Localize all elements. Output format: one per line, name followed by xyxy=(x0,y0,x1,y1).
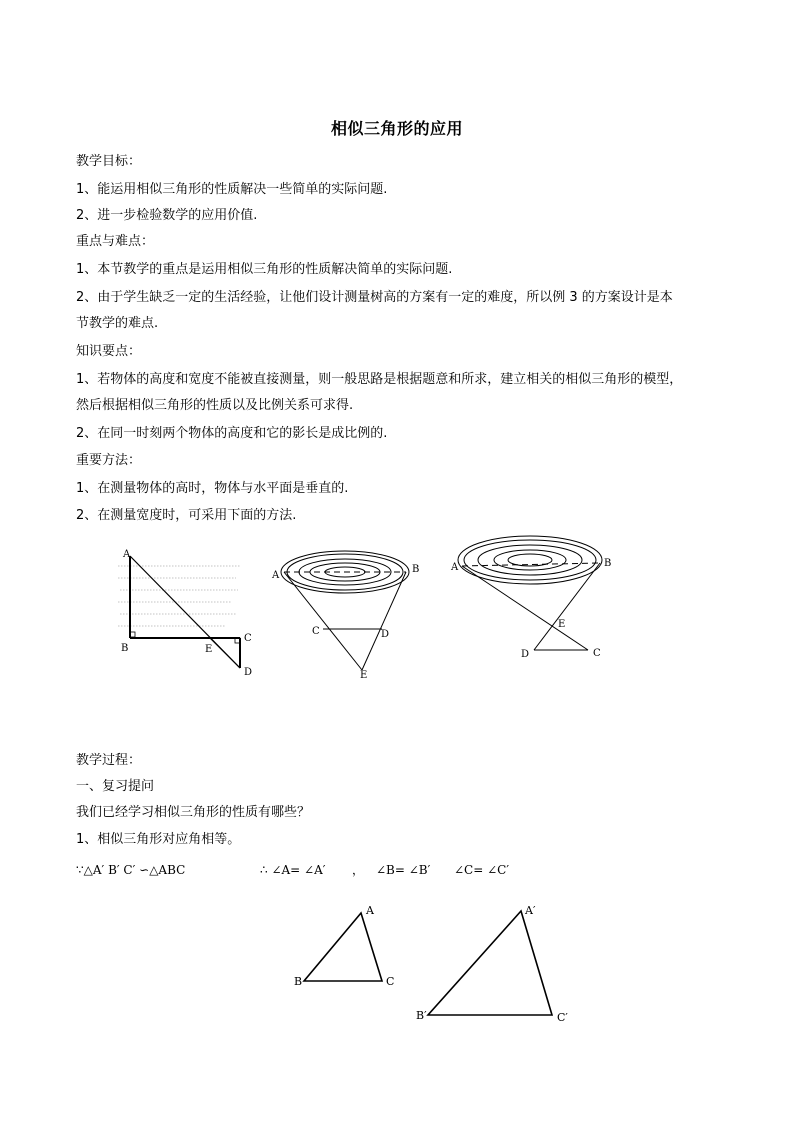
fig1-label-c: C xyxy=(244,633,252,644)
fig2-label-d: D xyxy=(381,629,390,640)
objective-1: 1、能运用相似三角形的性质解决一些简单的实际问题. xyxy=(76,182,388,197)
review-question: 我们已经学习相似三角形的性质有哪些？ xyxy=(76,805,311,820)
formula-therefore: ∴ ∠A= ∠A′ xyxy=(260,863,326,877)
tri-small-label-a: A xyxy=(366,904,374,917)
tri-large-label-c: C′ xyxy=(557,1011,568,1024)
section-heading-process: 教学过程： xyxy=(76,753,142,768)
fig1-label-a: A xyxy=(123,549,131,560)
focus-1: 1、本节教学的重点是运用相似三角形的性质解决简单的实际问题. xyxy=(76,262,453,277)
tri-large-label-b: B′ xyxy=(416,1009,427,1022)
fig1-label-b: B xyxy=(121,643,129,654)
knowledge-1: 1、若物体的高度和宽度不能被直接测量，则一般思路是根据题意和所求，建立相关的相似三角形的模型， xyxy=(76,372,683,387)
review-heading: 一、复习提问 xyxy=(76,779,155,794)
tri-large-label-a: A′ xyxy=(525,904,536,917)
section-heading-methods: 重要方法： xyxy=(76,453,142,468)
triangle-abc xyxy=(304,913,382,981)
fig3-label-c: C xyxy=(593,648,601,659)
section-heading-knowledge: 知识要点： xyxy=(76,344,142,359)
method-2: 2、在测量宽度时，可采用下面的方法. xyxy=(76,508,297,523)
tri-small-label-c: C xyxy=(386,975,395,988)
method-1: 1、在测量物体的高时，物体与水平面是垂直的. xyxy=(76,481,349,496)
focus-2-cont: 节教学的难点. xyxy=(76,316,159,331)
fig1-label-e: E xyxy=(205,644,213,655)
fig2-label-b: B xyxy=(412,564,420,575)
figure-pond-inner xyxy=(281,551,409,670)
fig2-label-e: E xyxy=(360,670,368,681)
objective-2: 2、进一步检验数学的应用价值. xyxy=(76,208,258,223)
fig3-label-d: D xyxy=(521,649,530,660)
fig3-label-b: B xyxy=(604,558,612,569)
fig3-label-e: E xyxy=(558,619,566,630)
figure-pond-cross xyxy=(458,536,602,650)
formula-angle-b: ∠B= ∠B′ xyxy=(376,863,431,877)
formula-given: ∵△A′ B′ C′ ∽△ABC xyxy=(76,863,186,877)
knowledge-1-cont: 然后根据相似三角形的性质以及比例关系可求得. xyxy=(76,398,354,413)
fig1-label-d: D xyxy=(244,667,253,678)
property-1: 1、相似三角形对应角相等。 xyxy=(76,832,241,847)
tri-small-label-b: B xyxy=(294,975,303,988)
triangle-a-prime-b-prime-c-prime xyxy=(428,911,552,1015)
figure-river xyxy=(118,556,240,668)
section-heading-focus: 重点与难点： xyxy=(76,234,155,249)
formula-comma: ， xyxy=(352,863,365,877)
page-title: 相似三角形的应用 xyxy=(330,119,463,138)
fig3-label-a: A xyxy=(451,562,459,573)
fig2-label-c: C xyxy=(312,626,320,637)
fig2-label-a: A xyxy=(272,570,280,581)
section-heading-objectives: 教学目标： xyxy=(76,154,142,169)
formula-angle-c: ∠C= ∠C′ xyxy=(454,863,510,877)
knowledge-2: 2、在同一时刻两个物体的高度和它的影长是成比例的. xyxy=(76,426,388,441)
focus-2: 2、由于学生缺乏一定的生活经验，让他们设计测量树高的方案有一定的难度，所以例 3 的方案设计是本 xyxy=(76,290,673,305)
